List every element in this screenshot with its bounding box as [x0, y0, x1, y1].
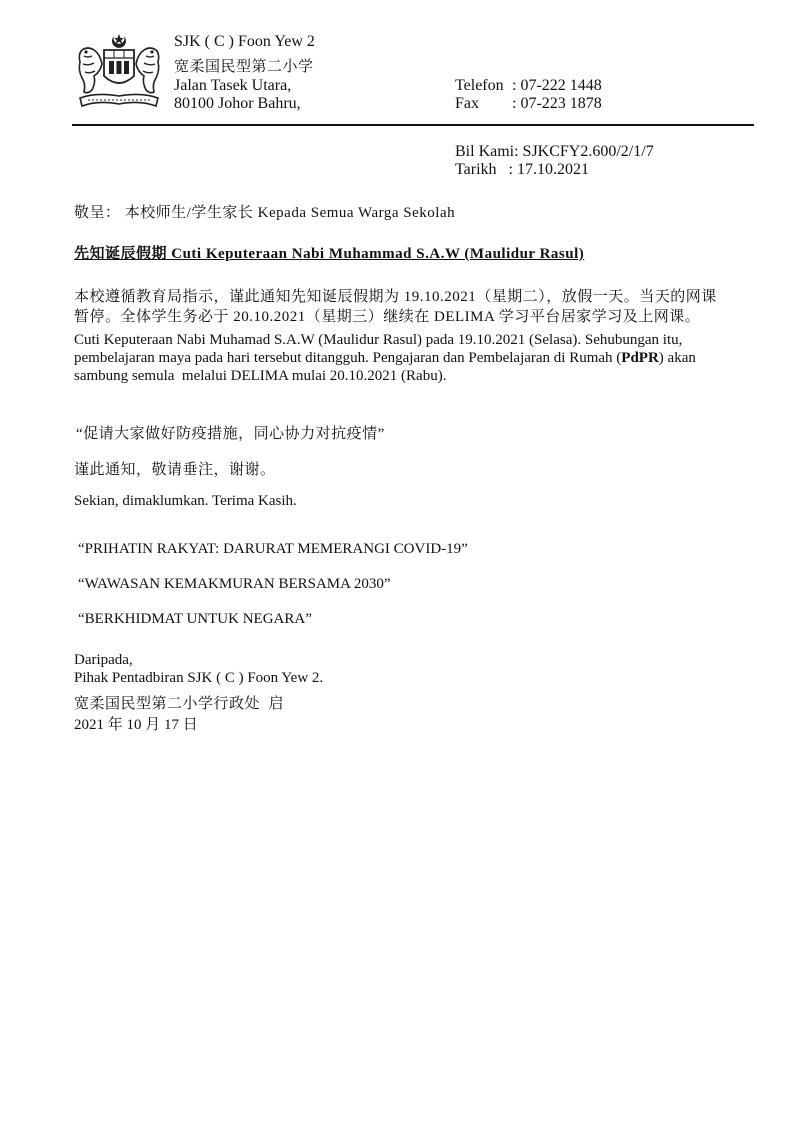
school-name-chinese: 宽柔国民型第二小学 [174, 59, 314, 75]
notice-chinese: 谨此通知，敬请垂注，谢谢。 [74, 462, 276, 478]
body-malay [74, 331, 754, 385]
signature-from: Daripada, [74, 652, 133, 668]
closing-malay: Sekian, dimaklumkan. Terima Kasih. [74, 493, 297, 509]
body-cn-line-2: 暂停。全体学生务必于 20.10.2021（星期三）继续在 DELIMA 学习平台居家学习及上网课。 [74, 309, 701, 325]
salutation: 敬呈： 本校师生/学生家长 Kepada Semua Warga Sekolah [74, 205, 456, 221]
slogan-2: “WAWASAN KEMAKMURAN BERSAMA 2030” [78, 576, 391, 592]
quote-chinese: “促请大家做好防疫措施，同心协力对抗疫情” [76, 426, 385, 442]
telefon-label: Telefon [455, 77, 504, 94]
signature-office: Pihak Pentadbiran SJK ( C ) Foon Yew 2. [74, 670, 324, 686]
body-chinese [74, 287, 754, 327]
body-bm-line-2-start: pembelajaran maya pada hari tersebut ditangguh. Pengajaran dan Pembelajaran di Rumah ( [74, 350, 622, 366]
school-name: SJK ( C ) Foon Yew 2 [174, 33, 315, 50]
signature-office-chinese: 宽柔国民型第二小学行政处 启 [74, 696, 285, 712]
body-bm-line-3: sambung semula melalui DELIMA mulai 20.10.2021 (Rabu). [74, 368, 447, 384]
body-bm-line-2-end: ) akan [658, 350, 696, 366]
address-line-1: Jalan Tasek Utara, [174, 77, 292, 94]
reference-date: Tarikh : 17.10.2021 [455, 161, 589, 178]
fax-label: Fax [455, 95, 479, 112]
body-bm-line-1: Cuti Keputeraan Nabi Muhamad S.A.W (Maulidur Rasul) pada 19.10.2021 (Selasa). Sehubungan itu, [74, 332, 683, 348]
malaysia-coat-of-arms-logo [74, 32, 164, 114]
signature-date: 2021 年 10 月 17 日 [74, 717, 198, 733]
telefon-value: : 07-222 1448 [512, 77, 602, 94]
letterhead-divider [72, 124, 754, 126]
slogan-1: “PRIHATIN RAKYAT: DARURAT MEMERANGI COVID-19” [78, 541, 468, 557]
fax-value: : 07-223 1878 [512, 95, 602, 112]
address-line-2: 80100 Johor Bahru, [174, 95, 301, 112]
telefon-line [455, 77, 602, 95]
body-cn-line-1: 本校遵循教育局指示，谨此通知先知诞辰假期为 19.10.2021（星期二），放假一天。当天的网课 [74, 289, 717, 305]
body-bm-line-2 [74, 349, 754, 367]
pdpr-abbreviation: PdPR [621, 350, 659, 366]
letter-subject: 先知诞辰假期 Cuti Keputeraan Nabi Muhammad S.A.W (Maulidur Rasul) [74, 246, 585, 262]
reference-number: Bil Kami: SJKCFY2.600/2/1/7 [455, 143, 654, 160]
fax-line [455, 95, 602, 113]
slogan-3: “BERKHIDMAT UNTUK NEGARA” [78, 611, 312, 627]
